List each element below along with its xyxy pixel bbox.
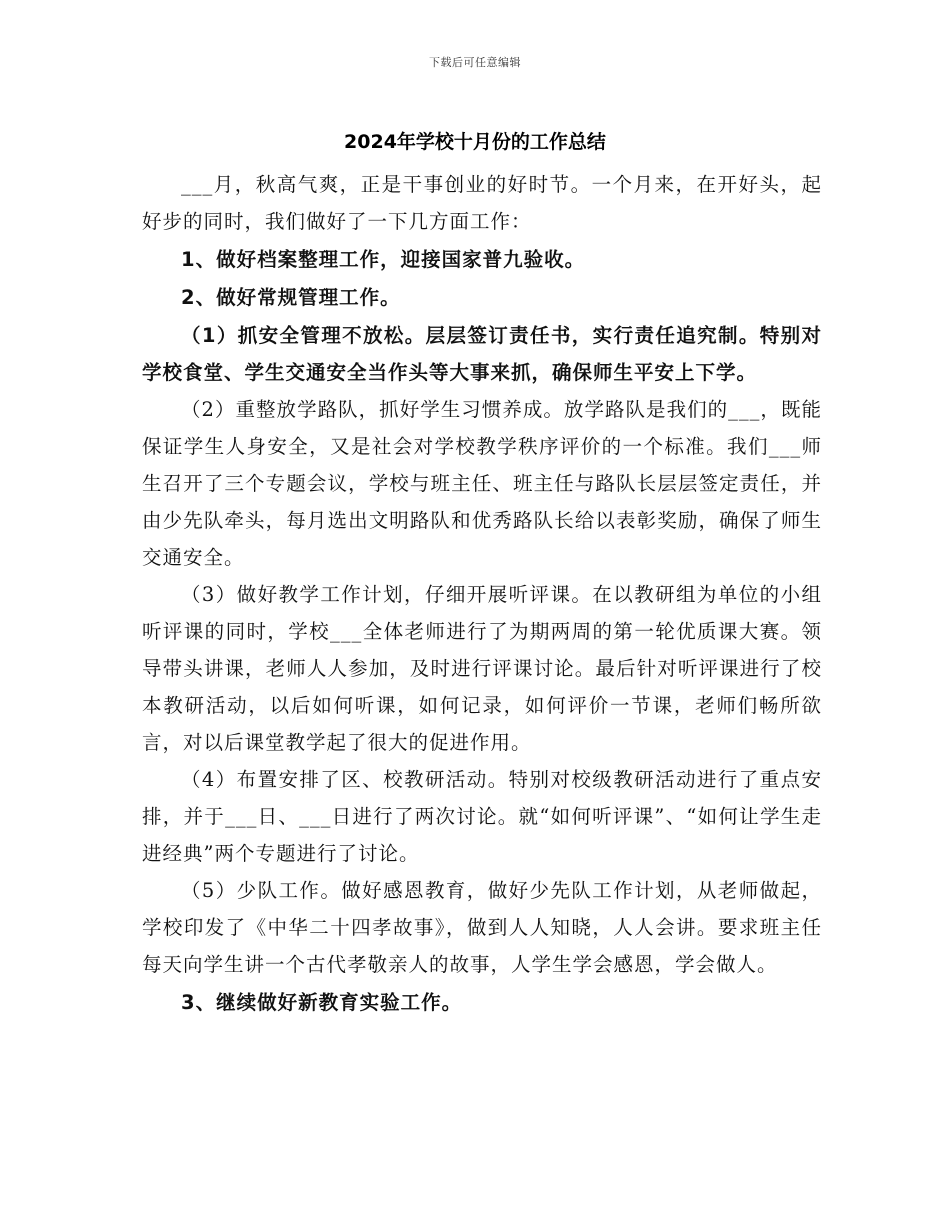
- section-heading-1: 1、做好档案整理工作，迎接国家普九验收。: [181, 248, 586, 271]
- subsection-2-paragraph: （2）重整放学路队，抓好学生习惯养成。放学路队是我们的___，既能保证学生人身安全，又是社会对学校教学秩序评价的一个标准。我们___师生召开了三个专题会议，学校与班主任、班主任与路队长层层签定责任，并由少先队牵头，每月选出文明路队和优秀路队长给以表彰奖励，确保了师生交通安全。: [142, 398, 822, 569]
- subsection-4-paragraph: （4）布置安排了区、校教研活动。特别对校级教研活动进行了重点安排，并于___日、___日进行了两次讨论。就“如何听评课”、“如何让学生走进经典”两个专题进行了讨论。: [142, 768, 822, 865]
- section-heading-3: 3、继续做好新教育实验工作。: [181, 991, 463, 1014]
- document-title: 2024年学校十月份的工作总结: [344, 131, 606, 153]
- subsection-1-paragraph: （1）抓安全管理不放松。层层签订责任书，实行责任追究制。特别对学校食堂、学生交通安全当作头等大事来抓，确保师生平安上下学。: [142, 324, 822, 384]
- intro-paragraph: ___月，秋高气爽，正是干事创业的好时节。一个月来，在开好头，起好步的同时，我们做好了一下几方面工作：: [142, 173, 822, 233]
- subsection-3-paragraph: （3）做好教学工作计划，仔细开展听评课。在以教研组为单位的小组听评课的同时，学校___全体老师进行了为期两周的第一轮优质课大赛。领导带头讲课，老师人人参加，及时进行评课讨论。最后针对听评课进行了校本教研活动，以后如何听课，如何记录，如何评价一节课，老师们畅所欲言，对以后课堂教学起了很大的促进作用。: [142, 583, 822, 754]
- document-body: [142, 166, 822, 1022]
- section-heading-2: 2、做好常规管理工作。: [181, 286, 401, 309]
- header-note: 下载后可任意编辑: [429, 56, 521, 69]
- subsection-5-paragraph: （5）少队工作。做好感恩教育，做好少先队工作计划，从老师做起，学校印发了《中华二十四孝故事》，做到人人知晓，人人会讲。要求班主任每天向学生讲一个古代孝敬亲人的故事，人学生学会感恩，学会做人。: [142, 879, 822, 976]
